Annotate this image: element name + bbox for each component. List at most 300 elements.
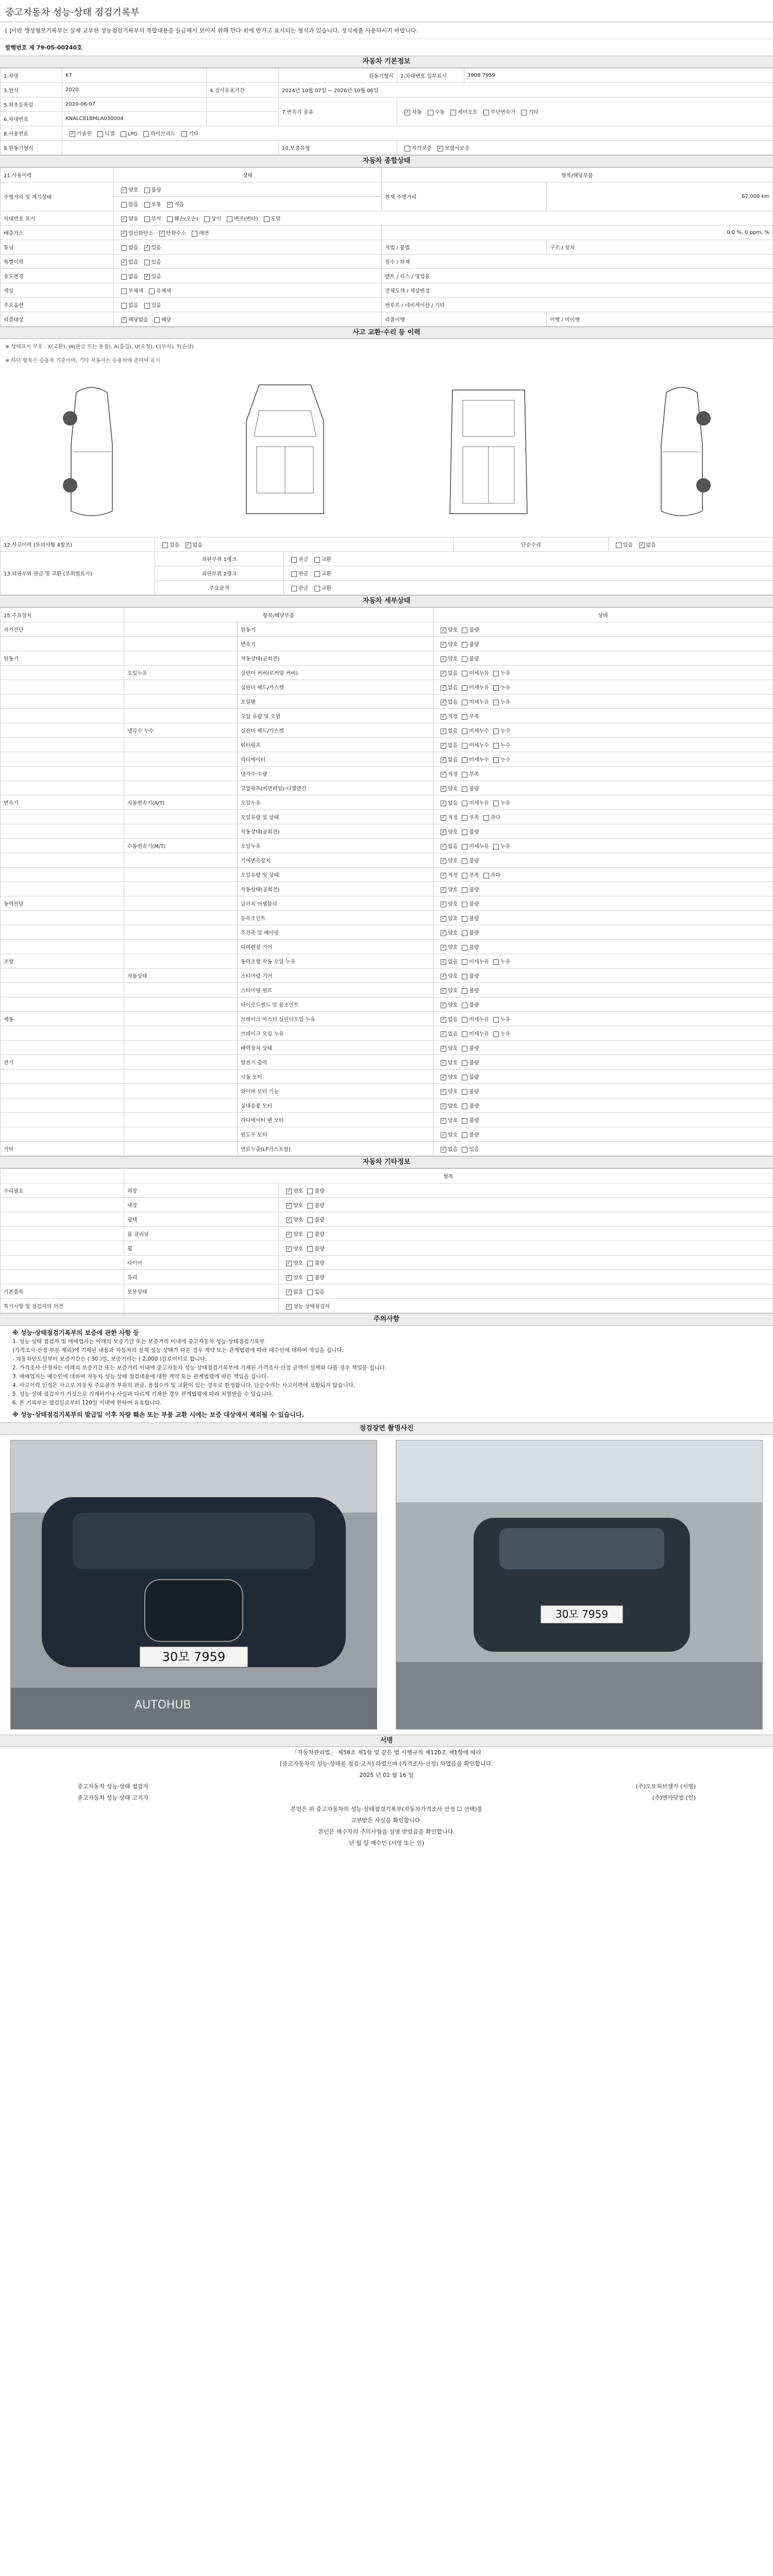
detail-state — [433, 911, 773, 925]
detail-group: 변속기 — [1, 795, 124, 810]
checkbox[interactable] — [441, 743, 446, 749]
option-label: 불량 — [469, 916, 479, 922]
checkbox[interactable] — [462, 916, 467, 922]
detail-subgroup — [124, 1041, 238, 1055]
checkbox[interactable] — [493, 844, 499, 850]
checkbox[interactable] — [286, 1189, 292, 1194]
detail-subgroup — [124, 853, 238, 868]
checkbox[interactable] — [307, 1232, 313, 1238]
checkbox[interactable] — [286, 1203, 292, 1209]
detail-subgroup — [124, 940, 238, 954]
option-label: 교환 — [321, 586, 331, 591]
checkbox[interactable] — [462, 700, 467, 705]
checkbox[interactable] — [462, 628, 467, 633]
checkbox[interactable] — [462, 930, 467, 936]
checkbox[interactable] — [441, 930, 446, 936]
car-side-left-diagram — [56, 382, 128, 521]
detail-row — [1, 954, 773, 969]
detail-subgroup — [124, 680, 238, 694]
detail-subgroup: 작동상태 — [124, 969, 238, 983]
checkbox[interactable] — [616, 543, 621, 548]
checkbox[interactable] — [428, 110, 433, 115]
checkbox[interactable] — [639, 543, 645, 548]
option-label: 양호 — [448, 887, 458, 893]
checkbox[interactable] — [462, 786, 467, 792]
note-line: 1. 성능·상태 점검자 및 매매업자는 아래의 보증기간 또는 보증거리 이내에 중고자동차 성능·상태점검기록부 — [12, 1338, 265, 1345]
detail-state — [433, 1098, 773, 1113]
accident-sub: 주요골격 — [155, 581, 284, 595]
checkbox[interactable] — [462, 757, 467, 763]
detail-state — [433, 767, 773, 781]
checkbox[interactable] — [441, 1046, 446, 1052]
checkbox[interactable] — [441, 757, 446, 763]
checkbox[interactable] — [286, 1246, 292, 1252]
checkbox[interactable] — [121, 303, 127, 309]
checkbox[interactable] — [441, 974, 446, 979]
checkbox[interactable] — [462, 642, 467, 648]
detail-row — [1, 1127, 773, 1142]
section-notes-header: 주의사항 — [0, 1313, 773, 1326]
checkbox[interactable] — [307, 1261, 313, 1266]
option-label: 미세누유 — [469, 671, 489, 676]
note-line: 3. 매매업자는 매수인에 대하여 자동차 성능·상태 점검내용에 대한 계약 또는 관계법령에 따른 책임을 집니다. — [12, 1374, 268, 1380]
accident-label: 12.사고이력 (유의사항 4참조) — [1, 537, 155, 552]
checkbox[interactable] — [462, 656, 467, 662]
option-label: 없음 — [293, 1290, 304, 1295]
general-options — [114, 226, 382, 240]
checkbox[interactable] — [441, 642, 446, 648]
option-label: 부족 — [469, 772, 479, 777]
option-label: 미세누유 — [469, 700, 489, 705]
checkbox[interactable] — [181, 131, 187, 137]
checkbox[interactable] — [441, 1075, 446, 1080]
checkbox[interactable] — [462, 685, 467, 691]
checkbox[interactable] — [438, 146, 443, 151]
checkbox[interactable] — [405, 146, 410, 151]
checkbox[interactable] — [483, 110, 489, 115]
checkbox[interactable] — [462, 772, 467, 777]
checkbox[interactable] — [462, 1075, 467, 1080]
checkbox[interactable] — [441, 1017, 446, 1023]
checkbox[interactable] — [441, 873, 446, 878]
general-options — [114, 312, 382, 327]
checkbox[interactable] — [286, 1232, 292, 1238]
option-label: 누유 — [500, 685, 511, 691]
checkbox[interactable] — [121, 260, 127, 265]
sign-bottom: 본인은 매수자의 주의사항을 설명 받았음을 확인합니다. — [318, 1828, 455, 1835]
option-label: 탄화수소 — [166, 231, 187, 236]
checkbox[interactable] — [462, 902, 467, 907]
checkbox[interactable] — [462, 714, 467, 720]
checkbox[interactable] — [483, 873, 489, 878]
detail-group — [1, 1070, 124, 1084]
checkbox[interactable] — [159, 231, 165, 236]
checkbox[interactable] — [291, 557, 297, 563]
checkbox[interactable] — [462, 873, 467, 878]
fuel-options — [62, 126, 773, 141]
checkbox[interactable] — [441, 1031, 446, 1037]
checkbox[interactable] — [121, 289, 127, 294]
general-extra: 이행 / 미이행 — [547, 312, 773, 327]
checkbox[interactable] — [521, 110, 527, 115]
checkbox[interactable] — [462, 1031, 467, 1037]
option-label: 있음 — [151, 260, 161, 265]
general-label: 튜닝 — [1, 240, 114, 255]
option-label: 성능·상태점검자 — [293, 1304, 330, 1310]
checkbox[interactable] — [307, 1217, 313, 1223]
basic-label: 3.연식 — [1, 83, 62, 97]
detail-group — [1, 666, 124, 680]
option-label: 유채색 — [156, 289, 172, 294]
checkbox[interactable] — [462, 887, 467, 893]
option-label: 세미오토 — [458, 110, 478, 115]
other-row — [1, 1227, 773, 1241]
checkbox[interactable] — [441, 916, 446, 922]
checkbox[interactable] — [144, 216, 150, 222]
checkbox[interactable] — [441, 1104, 446, 1109]
checkbox[interactable] — [121, 202, 127, 208]
option-label: 없음 — [448, 844, 458, 850]
option-label: 미세누유 — [469, 844, 489, 850]
option-label: LPG — [127, 131, 138, 137]
option-label: 양호 — [293, 1275, 304, 1281]
checkbox[interactable] — [186, 543, 191, 548]
accident-table — [0, 537, 773, 595]
detail-group — [1, 738, 124, 752]
checkbox[interactable] — [441, 714, 446, 720]
notice-text: [ ]이란 생성형모기록부는 실제 교부한 성능점검기록부의 복합내용을 들금해서 보이지 위해 만다 위에 반가고 표시되는 형식과 있습니다. 정식제출 사용하시기 바랍니다. — [0, 22, 773, 39]
checkbox[interactable] — [291, 571, 297, 577]
checkbox[interactable] — [493, 959, 499, 965]
checkbox[interactable] — [307, 1246, 313, 1252]
detail-subgroup — [124, 1055, 238, 1070]
basic-label: 5.최초등록일 — [1, 97, 62, 112]
checkbox[interactable] — [70, 131, 75, 137]
checkbox[interactable] — [314, 586, 320, 591]
detail-row — [1, 925, 773, 940]
option-label: 양호 — [293, 1261, 304, 1266]
option-label: 불량 — [469, 1060, 479, 1066]
checkbox[interactable] — [154, 317, 160, 323]
detail-row — [1, 651, 773, 666]
checkbox[interactable] — [493, 728, 499, 734]
option-label: 판금 — [298, 571, 309, 577]
other-group: 특기사항 및 점검자의 의견 — [1, 1299, 124, 1313]
other-group — [1, 1198, 124, 1212]
detail-item: 클러치 어셈블리 — [238, 896, 433, 911]
checkbox[interactable] — [441, 772, 446, 777]
checkbox[interactable] — [441, 1132, 446, 1138]
checkbox[interactable] — [286, 1261, 292, 1266]
option-label: 적정 — [448, 873, 458, 878]
checkbox[interactable] — [167, 202, 173, 208]
checkbox[interactable] — [462, 1118, 467, 1124]
checkbox[interactable] — [286, 1217, 292, 1223]
checkbox[interactable] — [441, 728, 446, 734]
checkbox[interactable] — [121, 216, 127, 222]
checkbox[interactable] — [462, 743, 467, 749]
detail-group — [1, 882, 124, 896]
checkbox[interactable] — [441, 844, 446, 850]
detail-item: 연료누출(LP가스포함) — [238, 1142, 433, 1156]
general-note: 0.0 %, 0 ppm, % — [382, 226, 773, 240]
checkbox[interactable] — [441, 945, 446, 951]
detail-subgroup — [124, 738, 238, 752]
checkbox[interactable] — [462, 728, 467, 734]
other-item — [124, 1299, 279, 1313]
checkbox[interactable] — [441, 786, 446, 792]
checkbox[interactable] — [462, 959, 467, 965]
checkbox[interactable] — [441, 959, 446, 965]
basic-value: 2024년 10월 07일 ~ 2026년 10월 06일 — [279, 83, 773, 97]
detail-group — [1, 767, 124, 781]
checkbox[interactable] — [291, 586, 297, 591]
checkbox[interactable] — [144, 274, 150, 280]
checkbox[interactable] — [286, 1304, 292, 1310]
checkbox[interactable] — [441, 858, 446, 864]
checkbox[interactable] — [307, 1275, 313, 1281]
accident-sub: 외판부위 1랭크 — [155, 552, 284, 566]
checkbox[interactable] — [307, 1189, 313, 1194]
checkbox[interactable] — [441, 829, 446, 835]
basic-label: 6.차대번호 — [1, 112, 62, 126]
option-label: 양호 — [448, 916, 458, 922]
checkbox[interactable] — [286, 1290, 292, 1295]
option-label: 양호 — [293, 1203, 304, 1209]
checkbox[interactable] — [97, 131, 103, 137]
detail-item: 발전기 출력 — [238, 1055, 433, 1070]
option-label: 있음 — [151, 303, 161, 309]
detail-state — [433, 651, 773, 666]
detail-subgroup — [124, 896, 238, 911]
option-label: 양호 — [448, 1132, 458, 1138]
checkbox[interactable] — [493, 757, 499, 763]
checkbox[interactable] — [204, 216, 210, 222]
detail-row — [1, 969, 773, 983]
checkbox[interactable] — [121, 274, 127, 280]
checkbox[interactable] — [441, 1147, 446, 1153]
detail-subgroup — [124, 925, 238, 940]
checkbox[interactable] — [462, 1089, 467, 1095]
basic-value: KNALC81BMLA030004 — [62, 112, 207, 126]
checkbox[interactable] — [441, 1118, 446, 1124]
checkbox[interactable] — [192, 231, 197, 236]
note-line: 6. 본 기록부는 점검일로부터 120일 이내에 한하여 유효합니다. — [12, 1400, 162, 1406]
checkbox[interactable] — [493, 685, 499, 691]
other-row — [1, 1299, 773, 1313]
detail-head: 항목/해당부품 — [124, 608, 433, 622]
checkbox[interactable] — [121, 317, 127, 323]
option-label: 상이 — [211, 216, 221, 222]
checkbox[interactable] — [462, 1003, 467, 1008]
checkbox[interactable] — [450, 110, 456, 115]
other-row — [1, 1256, 773, 1270]
checkbox[interactable] — [441, 628, 446, 633]
checkbox[interactable] — [462, 1060, 467, 1066]
sign-role: 중고자동차 성능·상태 고지자 — [77, 1794, 149, 1801]
detail-group — [1, 810, 124, 824]
checkbox[interactable] — [121, 231, 127, 236]
checkbox[interactable] — [144, 260, 150, 265]
checkbox[interactable] — [441, 1060, 446, 1066]
detail-subgroup — [124, 1070, 238, 1084]
checkbox[interactable] — [143, 131, 149, 137]
general-options — [114, 298, 382, 312]
option-label: 불량 — [469, 829, 479, 835]
option-label: 자가보증 — [412, 146, 432, 151]
detail-state — [433, 983, 773, 997]
checkbox[interactable] — [493, 801, 499, 806]
checkbox[interactable] — [162, 543, 168, 548]
checkbox[interactable] — [307, 1290, 313, 1295]
checkbox[interactable] — [462, 858, 467, 864]
checkbox[interactable] — [441, 988, 446, 994]
checkbox[interactable] — [144, 303, 150, 309]
checkbox[interactable] — [441, 1089, 446, 1095]
checkbox[interactable] — [121, 245, 127, 251]
detail-head: 상태 — [433, 608, 773, 622]
general-head: 11.사용이력 — [1, 168, 114, 182]
option-label: 불량 — [314, 1232, 325, 1238]
general-options — [114, 283, 382, 298]
option-label: 있음 — [151, 274, 161, 280]
checkbox[interactable] — [493, 1031, 499, 1037]
checkbox[interactable] — [441, 815, 446, 821]
detail-row — [1, 853, 773, 868]
checkbox[interactable] — [144, 202, 150, 208]
checkbox[interactable] — [121, 131, 126, 137]
checkbox[interactable] — [314, 557, 320, 563]
detail-state — [433, 666, 773, 680]
other-state — [279, 1256, 773, 1270]
checkbox[interactable] — [307, 1203, 313, 1209]
checkbox[interactable] — [462, 1132, 467, 1138]
option-label: 있음 — [151, 245, 161, 251]
checkbox[interactable] — [441, 887, 446, 893]
checkbox[interactable] — [493, 743, 499, 749]
option-label: 무단변속기 — [490, 110, 516, 115]
detail-state — [433, 738, 773, 752]
option-label: 교환 — [321, 557, 331, 563]
checkbox[interactable] — [441, 902, 446, 907]
basic-label: 8.사용연료 — [1, 126, 62, 141]
basic-label: 원동기형식 — [279, 69, 397, 83]
general-options — [114, 255, 382, 269]
detail-group — [1, 680, 124, 694]
option-label: 불량 — [469, 1075, 479, 1080]
front-plate-text: 30모 7959 — [162, 1650, 226, 1664]
checkbox[interactable] — [314, 571, 320, 577]
checkbox[interactable] — [462, 945, 467, 951]
checkbox[interactable] — [462, 829, 467, 835]
checkbox[interactable] — [462, 988, 467, 994]
option-label: 양호 — [448, 1075, 458, 1080]
checkbox[interactable] — [462, 801, 467, 806]
checkbox[interactable] — [149, 289, 155, 294]
other-row — [1, 1183, 773, 1198]
general-status-table — [0, 167, 773, 327]
checkbox[interactable] — [462, 1017, 467, 1023]
other-row — [1, 1198, 773, 1212]
checkbox[interactable] — [144, 188, 150, 193]
other-group: 기본품목 — [1, 1284, 124, 1299]
checkbox[interactable] — [462, 1104, 467, 1109]
detail-item: 스티어링 펌프 — [238, 983, 433, 997]
notes-title: ※ 성능·상태점검기록부의 보증에 관한 사항 등 — [12, 1329, 139, 1336]
checkbox[interactable] — [441, 656, 446, 662]
detail-state — [433, 1142, 773, 1156]
option-label: 매연 — [199, 231, 209, 236]
detail-state — [433, 824, 773, 839]
option-label: 있음 — [170, 543, 180, 548]
checkbox[interactable] — [462, 1147, 467, 1153]
checkbox[interactable] — [483, 815, 489, 821]
option-label: 과다 — [490, 815, 500, 821]
detail-row — [1, 824, 773, 839]
option-label: 양호 — [448, 628, 458, 633]
checkbox[interactable] — [441, 1003, 446, 1008]
checkbox[interactable] — [462, 671, 467, 676]
checkbox[interactable] — [264, 216, 270, 222]
detail-group — [1, 723, 124, 738]
option-label: 수동 — [434, 110, 445, 115]
detail-row — [1, 868, 773, 882]
checkbox[interactable] — [462, 974, 467, 979]
checkbox[interactable] — [405, 110, 410, 115]
option-label: 부식 — [151, 216, 161, 222]
checkbox[interactable] — [167, 216, 173, 222]
detail-state — [433, 839, 773, 853]
checkbox[interactable] — [441, 700, 446, 705]
checkbox[interactable] — [227, 216, 232, 222]
option-label: 누유 — [500, 671, 511, 676]
option-label: 없음 — [448, 671, 458, 676]
checkbox[interactable] — [144, 245, 150, 251]
checkbox[interactable] — [286, 1275, 292, 1281]
checkbox[interactable] — [462, 844, 467, 850]
warranty-options — [397, 141, 773, 155]
option-label: 변조(변타) — [234, 216, 258, 222]
checkbox[interactable] — [441, 801, 446, 806]
basic-value: K7 — [62, 69, 207, 83]
checkbox[interactable] — [462, 815, 467, 821]
checkbox[interactable] — [493, 700, 499, 705]
basic-label: 10.보증유형 — [279, 141, 397, 155]
checkbox[interactable] — [441, 685, 446, 691]
option-label: 없음 — [192, 543, 203, 548]
detail-subgroup — [124, 1142, 238, 1156]
detail-item: 등속조인트 — [238, 911, 433, 925]
other-state — [279, 1299, 773, 1313]
note-line: (가격조사·산정 부분 제외)에 기재된 내용과 자동차의 실제 성능·상태가 다른 경우 계약 또는 관계법령에 따라 매수인에 대하여 책임을 집니다. — [12, 1347, 344, 1353]
option-label: 양호 — [448, 930, 458, 936]
general-options — [114, 269, 382, 283]
checkbox[interactable] — [493, 1017, 499, 1023]
option-label: 부족 — [469, 873, 479, 878]
checkbox[interactable] — [462, 1046, 467, 1052]
front-photo — [10, 1440, 377, 1730]
checkbox[interactable] — [121, 188, 127, 193]
general-label: 주행거리 및 계기상태 — [1, 182, 114, 211]
sign-signer: (주)오토허브셀카 (서명) — [635, 1783, 696, 1790]
checkbox[interactable] — [493, 671, 499, 676]
option-label: 없음 — [448, 700, 458, 705]
sign-bottom: 본인은 위 중고자동차의 성능·상태점검기록부(자동차가격조사 산정 ☐ 선택)를 — [290, 1806, 483, 1812]
option-label: 적음 — [174, 202, 184, 208]
checkbox[interactable] — [441, 671, 446, 676]
detail-state — [433, 1127, 773, 1142]
detail-state — [433, 896, 773, 911]
